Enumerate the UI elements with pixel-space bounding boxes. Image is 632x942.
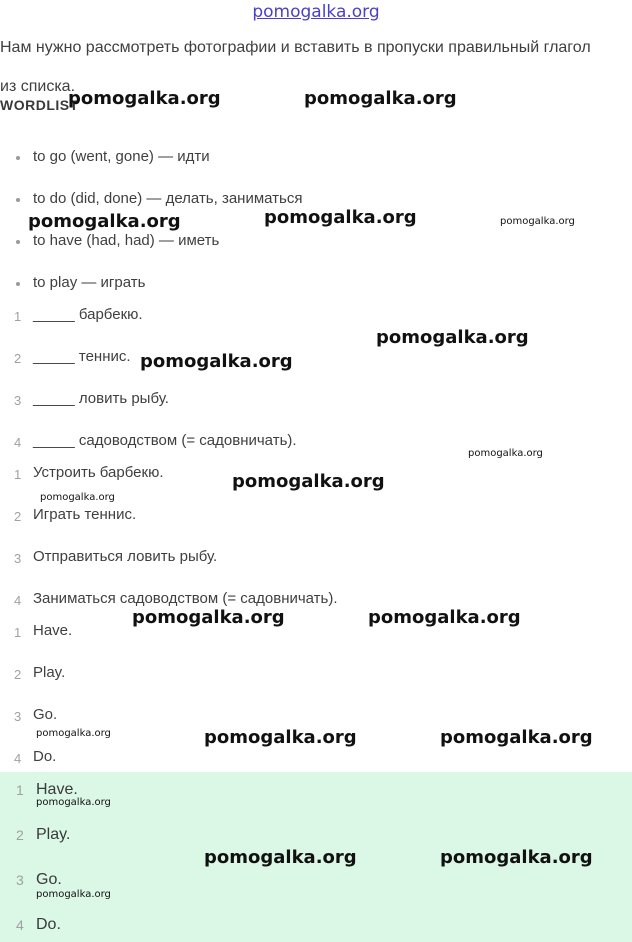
exercise-item: _____ садоводством (= садовничать). bbox=[33, 432, 297, 449]
exercise-number: 1 bbox=[14, 309, 22, 324]
wordlist-item-text: to do (did, done) — делать, заниматься bbox=[33, 190, 303, 207]
answer-item: Do. bbox=[36, 916, 61, 933]
watermark: pomogalka.org bbox=[28, 211, 181, 232]
watermark: pomogalka.org bbox=[304, 88, 457, 109]
translation-number: 1 bbox=[14, 467, 22, 482]
answer-number: 3 bbox=[16, 872, 24, 888]
translation-number: 4 bbox=[14, 593, 22, 608]
exercise-number: 4 bbox=[14, 435, 22, 450]
watermark: pomogalka.org bbox=[468, 448, 543, 459]
watermark: pomogalka.org bbox=[36, 889, 111, 900]
bullet-dot-icon bbox=[16, 198, 20, 202]
exercise-number: 3 bbox=[14, 393, 22, 408]
answer-number: 4 bbox=[16, 917, 24, 933]
intro-paragraph: Нам нужно рассмотреть фотографии и вставить в пропуски правильный глагол из списка. bbox=[0, 39, 591, 95]
watermark: pomogalka.org bbox=[500, 216, 575, 227]
watermark: pomogalka.org bbox=[68, 88, 221, 109]
bullet-dot-icon bbox=[16, 156, 20, 160]
wordlist-heading: WORDLIST bbox=[0, 97, 79, 113]
watermark: pomogalka.org bbox=[36, 728, 111, 739]
site-header-link[interactable]: pomogalka.org bbox=[252, 2, 380, 22]
translation-number: 3 bbox=[14, 551, 22, 566]
answer-number: 2 bbox=[14, 667, 22, 682]
watermark: pomogalka.org bbox=[204, 847, 357, 868]
wordlist-item-text: to go (went, gone) — идти bbox=[33, 148, 210, 165]
watermark: pomogalka.org bbox=[40, 492, 115, 503]
answer-number: 1 bbox=[14, 625, 22, 640]
watermark: pomogalka.org bbox=[264, 207, 417, 228]
answer-number: 4 bbox=[14, 751, 22, 766]
answer-item: Have. bbox=[33, 622, 73, 639]
exercise-number: 2 bbox=[14, 351, 22, 366]
exercise-item: _____ теннис. bbox=[33, 348, 131, 365]
answer-item: Have. bbox=[36, 781, 78, 798]
watermark: pomogalka.org bbox=[36, 797, 111, 808]
translation-number: 2 bbox=[14, 509, 22, 524]
answer-item: Play. bbox=[33, 664, 66, 681]
exercise-item: _____ барбекю. bbox=[33, 306, 143, 323]
answer-item: Do. bbox=[33, 748, 57, 765]
answer-item: Play. bbox=[36, 826, 71, 843]
answer-number: 1 bbox=[16, 782, 24, 798]
watermark: pomogalka.org bbox=[232, 471, 385, 492]
watermark: pomogalka.org bbox=[132, 607, 285, 628]
watermark: pomogalka.org bbox=[368, 607, 521, 628]
answer-item: Go. bbox=[36, 871, 62, 888]
watermark: pomogalka.org bbox=[204, 727, 357, 748]
wordlist-item-text: to play — играть bbox=[33, 274, 146, 291]
bullet-dot-icon bbox=[16, 282, 20, 286]
bullet-dot-icon bbox=[16, 240, 20, 244]
translation-item: Отправиться ловить рыбу. bbox=[33, 548, 218, 565]
answer-number: 3 bbox=[14, 709, 22, 724]
translation-item: Заниматься садоводством (= садовничать). bbox=[33, 590, 338, 607]
translation-item: Играть теннис. bbox=[33, 506, 137, 523]
exercise-item: _____ ловить рыбу. bbox=[33, 390, 169, 407]
translation-item: Устроить барбекю. bbox=[33, 464, 164, 481]
answer-number: 2 bbox=[16, 827, 24, 843]
watermark: pomogalka.org bbox=[440, 847, 593, 868]
watermark: pomogalka.org bbox=[440, 727, 593, 748]
watermark: pomogalka.org bbox=[140, 351, 293, 372]
watermark: pomogalka.org bbox=[376, 327, 529, 348]
wordlist-item-text: to have (had, had) — иметь bbox=[33, 232, 220, 249]
answer-item: Go. bbox=[33, 706, 58, 723]
